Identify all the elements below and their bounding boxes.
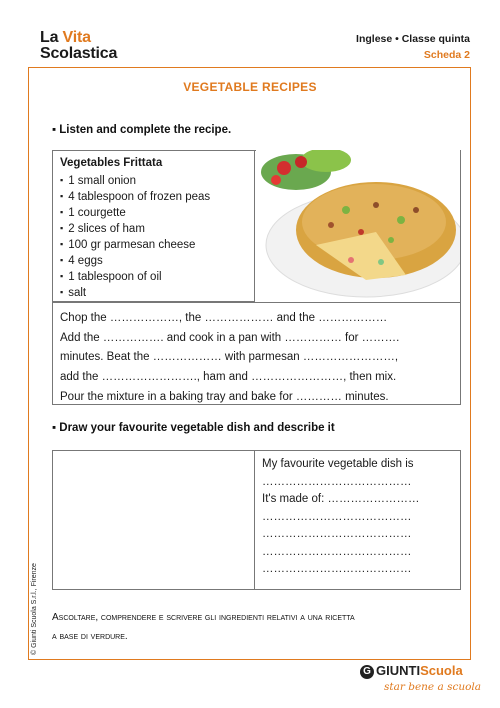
publisher-scuola: Scuola: [420, 663, 463, 678]
fav-line: …………………………………: [262, 475, 412, 488]
objective-line-2: a base di verdure.: [52, 631, 128, 642]
ingredient-item: ▪ salt: [60, 285, 210, 301]
favourite-dish-divider: [254, 450, 255, 590]
fav-line: …………………………………: [262, 545, 412, 558]
publisher-logo: [360, 663, 463, 679]
cloze-line: add the ……………………., ham and ……………………, then mix.: [60, 371, 397, 384]
ingredient-item: ▪ 2 slices of ham: [60, 221, 210, 237]
frittata-photo: [256, 150, 460, 302]
logo: [40, 30, 117, 62]
favourite-dish-text: [262, 456, 457, 579]
ingredients-list: [60, 173, 210, 301]
fav-line: …………………………………: [262, 510, 412, 523]
cloze-line: minutes. Beat the ……………… with parmesan ……………………,: [60, 351, 399, 364]
instruction-draw: ▪ Draw your favourite vegetable dish and describe it: [52, 422, 335, 434]
sheet-label: Scheda 2: [423, 49, 470, 61]
publisher-giunti: GIUNTI: [376, 663, 421, 678]
ingredient-item: ▪ 1 tablespoon of oil: [60, 269, 210, 285]
ingredient-item: ▪ 1 small onion: [60, 173, 210, 189]
cloze-line: Pour the mixture in a baking tray and bake for ………… minutes.: [60, 390, 389, 403]
giunti-icon: G: [360, 665, 374, 679]
recipe-divider: [52, 302, 461, 303]
publisher-tagline: star bene a scuola: [384, 681, 482, 693]
objective-line-1: Ascoltare, comprendere e scrivere gli ingredienti relativi a una ricetta: [52, 612, 355, 623]
cloze-line: Add the ……………. and cook in a pan with …………… for ……….: [60, 331, 400, 344]
cloze-line: Chop the ………………, the ……………… and the ………………: [60, 312, 388, 324]
subject-label: Inglese • Classe quinta: [356, 33, 470, 45]
learning-objective: [52, 608, 452, 646]
page-title: VEGETABLE RECIPES: [183, 80, 317, 94]
logo-vita: Vita: [62, 29, 91, 46]
ingredient-item: ▪ 4 eggs: [60, 253, 210, 269]
fav-line: …………………………………: [262, 528, 412, 540]
instruction-listen: ▪ Listen and complete the recipe.: [52, 124, 232, 136]
logo-la: La: [40, 29, 59, 46]
header-info: [356, 31, 470, 63]
ingredient-item: ▪ 100 gr parmesan cheese: [60, 237, 210, 253]
ingredient-item: ▪ 1 courgette: [60, 205, 210, 221]
logo-scolastica: Scolastica: [40, 45, 118, 62]
ingredient-item: ▪ 4 tablespoon of frozen peas: [60, 189, 210, 205]
fav-line: …………………………………: [262, 563, 412, 575]
fav-line: My favourite vegetable dish is: [262, 458, 414, 470]
recipe-cloze-text: [60, 309, 456, 408]
fav-line: It's made of: ……………………: [262, 493, 420, 505]
copyright-text: © Giunti Scuola S.r.l., Firenze: [31, 563, 38, 655]
recipe-name: Vegetables Frittata: [60, 157, 163, 169]
